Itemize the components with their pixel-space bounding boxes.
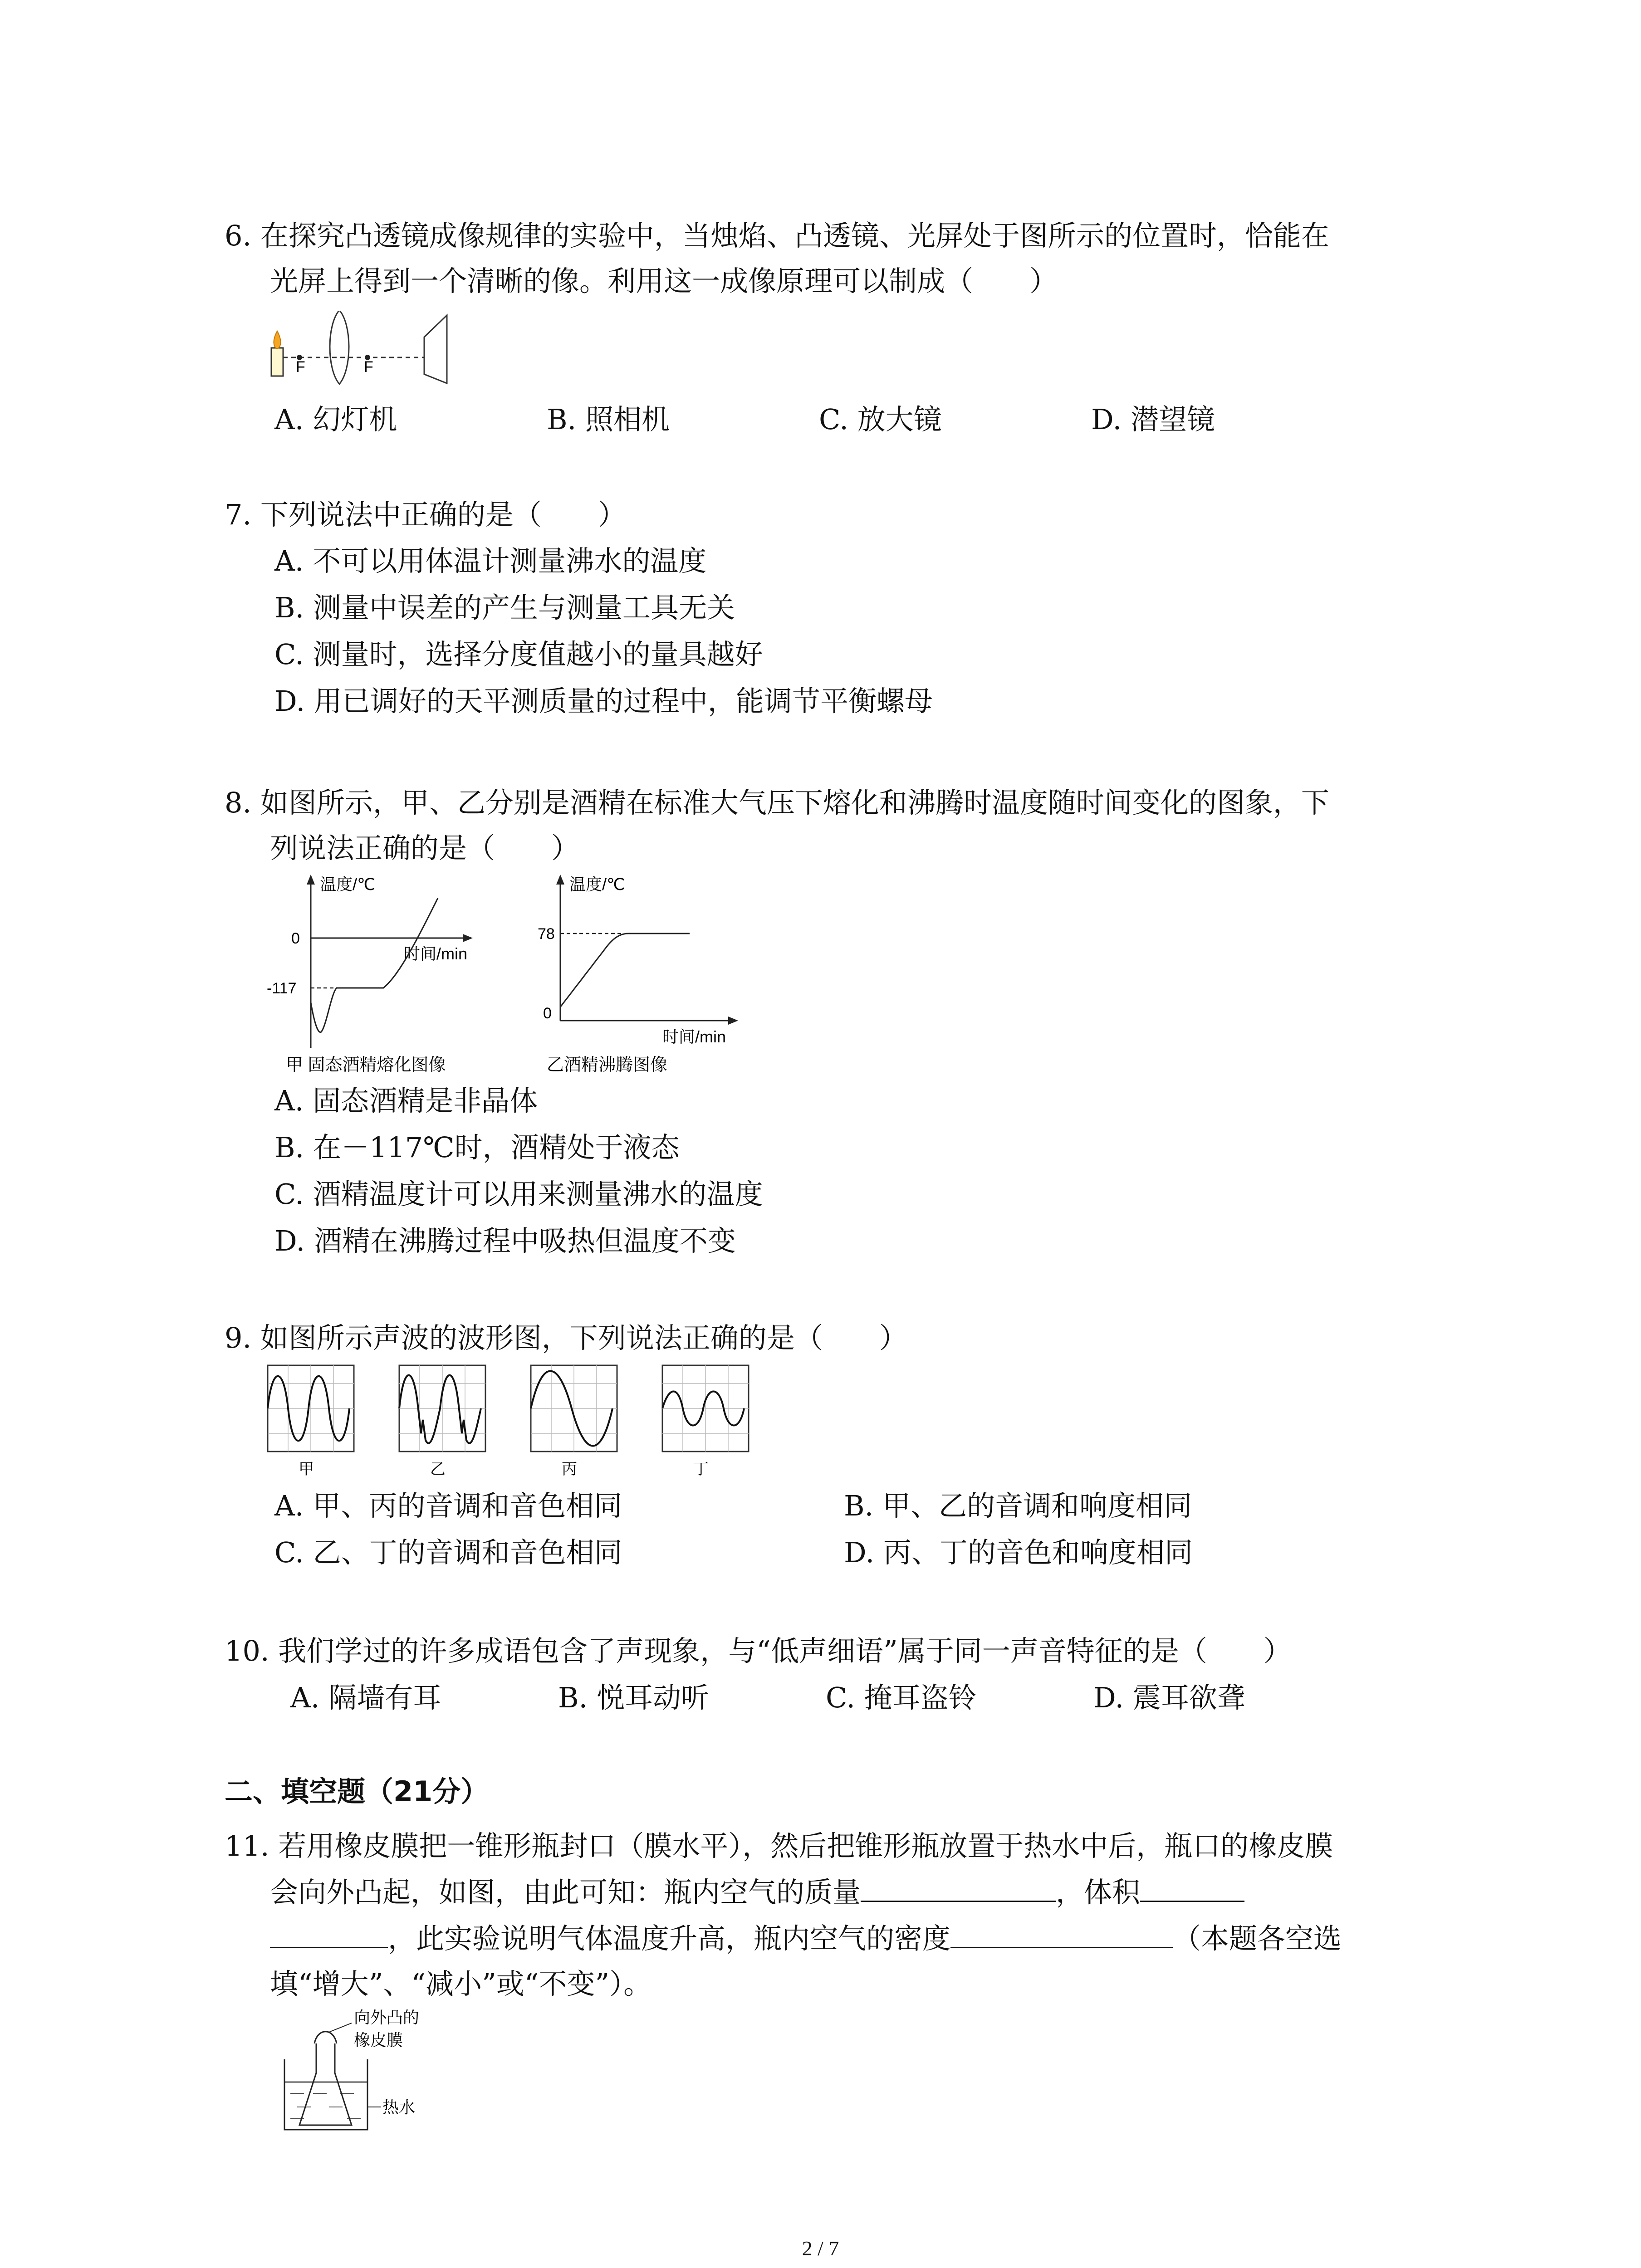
yi-xlabel: 时间/min [662, 1027, 726, 1046]
jia-curve [311, 898, 438, 1032]
yi-ylabel: 温度/℃ [569, 875, 625, 894]
wave-label-yi: 乙 [430, 1461, 446, 1478]
yi-tick-high: 78 [538, 925, 555, 943]
rubber-membrane-icon [314, 2032, 337, 2043]
question-11-text-line2 [225, 1869, 1472, 1915]
q6-option-d[interactable]: D. 潜望镜 [1091, 403, 1215, 436]
waveform-bing [531, 1365, 617, 1478]
question-11 [225, 1823, 1472, 2007]
question-8 [225, 780, 1450, 871]
question-8-text-line1: 8. 如图所示，甲、乙分别是酒精在标准大气压下熔化和沸腾时温度随时间变化的图象，下 [225, 786, 1329, 819]
jia-tick-low: -117 [267, 980, 297, 997]
q7-option-c[interactable]: C. 测量时，选择分度值越小的量具越好 [274, 638, 763, 671]
jia-tick-zero: 0 [291, 930, 300, 947]
page-number: 2 / 7 [802, 2237, 839, 2260]
q11-line3-a: ，此实验说明气体温度升高，瓶内空气的密度 [388, 1922, 951, 1955]
focal-label-1: F [296, 358, 305, 376]
fig-label-membrane-1: 向外凸的 [354, 2009, 420, 2027]
convex-lens-icon [330, 311, 349, 384]
flame-icon [274, 331, 280, 349]
yi-tick-zero: 0 [543, 1005, 552, 1022]
chart-yi-boiling [533, 871, 787, 1080]
q6-option-a[interactable]: A. 幻灯机 [274, 403, 397, 436]
question-8-text-line2: 列说法正确的是（ ） [270, 831, 580, 865]
question-6-text-line2: 光屏上得到一个清晰的像。利用这一成像原理可以制成（ ） [270, 264, 1058, 298]
q8-option-c[interactable]: C. 酒精温度计可以用来测量沸水的温度 [274, 1178, 763, 1211]
q7-option-a[interactable]: A. 不可以用体温计测量沸水的温度 [274, 544, 707, 577]
jia-ylabel: 温度/℃ [320, 875, 376, 894]
waveform-jia [268, 1365, 354, 1478]
waveform-ding [662, 1365, 749, 1478]
convex-lens-setup-figure [268, 311, 495, 388]
jia-xlabel: 时间/min [404, 944, 468, 963]
q6-option-b[interactable]: B. 照相机 [547, 403, 670, 436]
jia-caption: 甲 固态酒精熔化图像 [286, 1056, 446, 1075]
q8-option-b[interactable]: B. 在－117℃时，酒精处于液态 [274, 1131, 680, 1164]
q11-line3-b: （本题各空选 [1173, 1922, 1342, 1955]
question-11-text-line3 [225, 1915, 1472, 1961]
beaker-icon [284, 2059, 367, 2130]
q10-option-c[interactable]: C. 掩耳盗铃 [826, 1681, 977, 1714]
question-7-text: 7. 下列说法中正确的是（ ） [225, 498, 626, 531]
q8-option-d[interactable]: D. 酒精在沸腾过程中吸热但温度不变 [274, 1224, 736, 1257]
q11-blank-mass[interactable] [861, 1869, 1056, 1902]
q9-option-b[interactable]: B. 甲、乙的音调和响度相同 [844, 1489, 1192, 1522]
question-10 [225, 1628, 1450, 1674]
question-9-text: 9. 如图所示声波的波形图，下列说法正确的是（ ） [225, 1321, 907, 1354]
question-11-text-line1: 11. 若用橡皮膜把一锥形瓶封口（膜水平），然后把锥形瓶放置于热水中后，瓶口的橡皮膜 [225, 1829, 1333, 1862]
q11-blank-volume-cont[interactable] [270, 1915, 388, 1948]
question-11-text-line4: 填“增大”、“减小”或“不变”）。 [270, 1967, 652, 2000]
waveform-yi [399, 1365, 485, 1478]
section-2-title: 二、填空题（21分） [225, 1775, 489, 1808]
wave-label-bing: 丙 [562, 1461, 577, 1478]
q9-option-c[interactable]: C. 乙、丁的音调和音色相同 [274, 1536, 622, 1569]
yi-curve [560, 934, 690, 1007]
wave-label-ding: 丁 [693, 1461, 709, 1478]
flask-hot-water-figure [279, 2009, 470, 2136]
q11-line2-b: ，体积 [1056, 1876, 1141, 1909]
q10-option-d[interactable]: D. 震耳欲聋 [1093, 1681, 1245, 1714]
question-8-options [225, 1077, 1450, 1264]
fig-label-membrane-2: 橡皮膜 [354, 2031, 403, 2049]
wave-label-jia: 甲 [299, 1461, 314, 1478]
question-7 [225, 492, 1450, 724]
focal-label-2: F [364, 358, 373, 376]
light-screen-icon [424, 315, 447, 383]
q11-blank-density[interactable] [950, 1915, 1173, 1948]
question-9 [225, 1315, 1450, 1361]
q11-blank-volume[interactable] [1140, 1869, 1244, 1902]
conical-flask-icon [299, 2043, 352, 2125]
q6-option-c[interactable]: C. 放大镜 [819, 403, 942, 436]
q9-option-d[interactable]: D. 丙、丁的音色和响度相同 [844, 1536, 1193, 1569]
q10-option-a[interactable]: A. 隔墙有耳 [290, 1681, 441, 1714]
chart-jia-melting [263, 871, 517, 1080]
question-10-text: 10. 我们学过的许多成语包含了声现象，与“低声细语”属于同一声音特征的是（ ） [225, 1634, 1292, 1667]
q7-option-b[interactable]: B. 测量中误差的产生与测量工具无关 [274, 591, 735, 624]
question-6-text-line1: 6. 在探究凸透镜成像规律的实验中，当烛焰、凸透镜、光屏处于图所示的位置时，恰能在 [225, 219, 1329, 252]
yi-caption: 乙酒精沸腾图像 [547, 1056, 668, 1075]
candle-icon [271, 348, 283, 376]
sound-waveforms-figure [263, 1361, 771, 1483]
q8-option-a[interactable]: A. 固态酒精是非晶体 [274, 1084, 538, 1117]
fig-label-hot-water: 热水 [382, 2098, 416, 2116]
q11-line2-a: 会向外凸起，如图，由此可知：瓶内空气的质量 [270, 1876, 861, 1909]
q7-option-d[interactable]: D. 用已调好的天平测质量的过程中，能调节平衡螺母 [274, 684, 933, 718]
q10-option-b[interactable]: B. 悦耳动听 [558, 1681, 709, 1714]
q9-option-a[interactable]: A. 甲、丙的音调和音色相同 [274, 1489, 622, 1522]
question-6 [225, 213, 1450, 304]
